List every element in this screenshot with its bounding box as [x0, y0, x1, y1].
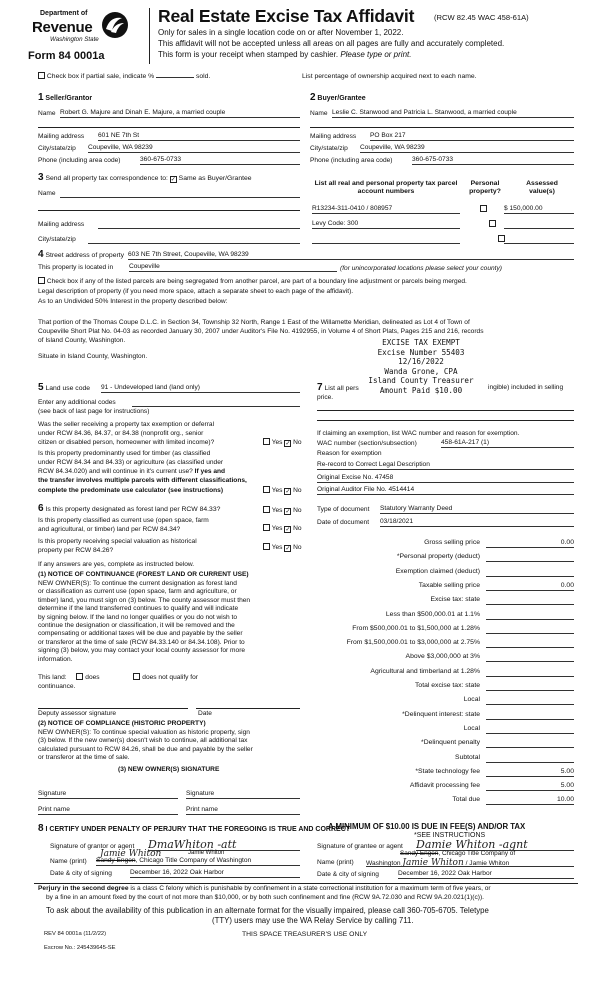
grantor-signature: DmaWhiton -att	[148, 838, 237, 851]
parcel-header: List all real and personal property tax parcel account numbers	[314, 180, 458, 196]
tax-row	[300, 711, 574, 721]
owner-signature-label-1: Signature	[38, 790, 67, 797]
notice1-line: signing (3) below, you may contact your local county assessor for more	[38, 647, 246, 655]
yes-label: Yes	[271, 439, 283, 446]
land-use-label: Land use code	[45, 385, 91, 392]
q-historic-yes-checkbox[interactable]	[263, 543, 270, 550]
tax-row-label: Subtotal	[455, 753, 480, 761]
notice1-body	[38, 580, 250, 664]
sec5-heading	[38, 382, 90, 394]
sold-label: sold.	[195, 73, 211, 80]
tax-row-value[interactable]: 10.00	[486, 796, 574, 805]
sec6-heading	[38, 503, 220, 515]
notice1-line: timber) land, you must sign on (3) below. The county assessor must then	[38, 596, 251, 604]
legal-line1: That portion of the Thomas Coupe D.L.C. in Section 34, Township 32 North, Range 1 East of the Willamette Meridian, delineated as Lot 4 of Town of	[38, 319, 470, 326]
notice1-line: NEW OWNER(S): To continue the current designation as forest land	[38, 580, 237, 587]
q-timber-d: If yes and	[194, 468, 226, 475]
sec3-mail-label: Mailing address	[38, 221, 85, 228]
q-timber-yes-checkbox[interactable]	[263, 486, 270, 493]
tax-row	[300, 582, 574, 592]
q-exemption-c: citizen or disabled person, homeowner with limited income)?	[38, 439, 215, 446]
seller-phone-label: Phone (including area code)	[38, 157, 121, 164]
seller-phone-field[interactable]: 360-675-0733	[140, 156, 300, 165]
sec7-text-c: price.	[317, 394, 334, 401]
stamp-line5: Island County Treasurer	[356, 376, 486, 386]
parcel-number-1[interactable]: R13234-311-0410 / 808957	[312, 205, 460, 214]
q-timber-c: RCW 84.34.020) and will continue in it's current use?	[38, 468, 193, 475]
partial-sale-label: Check box if partial sale, indicate %	[46, 73, 155, 80]
tax-row-value[interactable]	[486, 711, 574, 720]
stamp-line6: Amount Paid $10.00	[379, 385, 463, 395]
sec5-num: 5	[38, 382, 44, 393]
header-line1: Only for sales in a single location code on or after November 1, 2022.	[158, 28, 404, 37]
tax-row-value[interactable]	[486, 639, 574, 648]
owner-signature-field-1[interactable]	[38, 798, 178, 799]
legal-line2: Coupeville Short Plat No. 04-03 as recorded January 30, 2007 under Auditor's File No. 4192955, in Volume 4 of Short Plats, Pages 215 and 216, records	[38, 328, 484, 335]
tax-row-label: Affidavit processing fee	[409, 782, 480, 790]
notice2-line: NEW OWNER(S): To continue special valuation as historic property, sign	[38, 729, 250, 736]
grantee-name-struck: Sandy Engen	[400, 850, 439, 857]
perjury-line1	[38, 885, 491, 893]
sec7-text-b: ingible) included in selling	[488, 384, 564, 391]
q-current-use-a: Is this property classified as current use (open space, farm	[38, 517, 209, 524]
tax-row	[300, 596, 574, 606]
buyer-name-label: Name	[310, 110, 328, 117]
original-excise-field[interactable]: Original Excise No. 47458	[317, 474, 574, 483]
sec4-num: 4	[38, 249, 44, 260]
tax-row-label: Taxable selling price	[418, 581, 480, 589]
this-land-label: This land:	[38, 674, 67, 681]
notice1-line: or classification as current use (open space, farm and agriculture, or	[38, 588, 237, 596]
seller-city-label: City/state/zip	[38, 145, 76, 152]
sec8-num: 8	[38, 823, 44, 834]
header-line2: This affidavit will not be accepted unless all areas on all pages are fully and accurately completed.	[158, 39, 505, 48]
accessibility-line1: To ask about the availability of this publication in an alternate format for the visually impaired, please call 360-705-6705. Teletype	[46, 906, 489, 915]
grantor-initials: Jamie Whiton	[100, 849, 162, 859]
sec3-name-field[interactable]	[60, 189, 300, 198]
q-current-use-answer	[263, 524, 302, 533]
assessed-value-3[interactable]	[504, 235, 574, 244]
tax-row-value[interactable]	[486, 653, 574, 662]
situate-line: Situate in Island County, Washington.	[38, 353, 148, 360]
street-label: Street address of property	[45, 252, 125, 259]
tax-row	[300, 739, 574, 749]
q-timber-no-checkbox[interactable]: ✓	[285, 489, 291, 495]
yes-label: Yes	[271, 525, 283, 532]
q-timber-b: under RCW 84.34 and 84.33) or agriculture (as classified under	[38, 459, 224, 466]
tax-row-value[interactable]	[486, 611, 574, 620]
exemption-claim-label: If claiming an exemption, list WAC number and reason for exemption.	[317, 430, 520, 437]
grantor-name-struck: Sandy Engen	[96, 857, 136, 864]
yes-label: Yes	[271, 544, 283, 551]
see-instructions: *SEE INSTRUCTIONS	[414, 832, 486, 839]
tax-row-value[interactable]	[486, 739, 574, 748]
sec3-name-label: Name	[38, 190, 56, 197]
tax-row	[300, 682, 574, 692]
seller-mail-label: Mailing address	[38, 133, 85, 140]
buyer-heading	[310, 92, 366, 104]
doc-date-label: Date of document	[317, 519, 370, 526]
q-forest-answer	[263, 506, 302, 515]
grantor-name-above: Jamie Whiton	[188, 850, 225, 856]
department-of: Department of	[40, 10, 88, 17]
tax-row	[300, 668, 574, 678]
grantee-date-field[interactable]: December 16, 2022 Oak Harbor	[398, 870, 574, 879]
no-label: No	[293, 525, 302, 532]
does-not-checkbox[interactable]	[133, 673, 140, 680]
grantee-sig-label: Signature of grantee or agent	[317, 843, 403, 850]
minimum-due: A MINIMUM OF $10.00 IS DUE IN FEE(S) AND/OR TAX	[328, 822, 526, 831]
q-forest-yes-checkbox[interactable]	[263, 506, 270, 513]
partial-sale-row	[38, 71, 210, 81]
wac-field[interactable]: 458-61A-217 (1)	[441, 439, 574, 448]
sec7-heading	[317, 382, 359, 394]
seller-title: Seller/Grantor	[45, 95, 93, 102]
same-as-buyer-checkbox[interactable]: ✓	[170, 177, 176, 183]
tax-row-value[interactable]	[486, 754, 574, 763]
buyer-phone-field[interactable]: 360-675-0733	[412, 156, 574, 165]
stamp-line4: Wanda Grone, CPA	[384, 366, 458, 376]
grantor-name-label: Name (print)	[50, 858, 87, 865]
reason-label: Reason for exemption	[317, 450, 382, 457]
no-label: No	[293, 439, 302, 446]
seller-city-field[interactable]: Coupeville, WA 98239	[88, 144, 300, 153]
sec3-city-field[interactable]	[88, 235, 300, 244]
tax-row-label: Local	[463, 724, 480, 732]
deputy-date-line[interactable]	[196, 708, 300, 709]
q-forest-no-checkbox[interactable]: ✓	[285, 509, 291, 515]
dor-logo	[22, 8, 140, 56]
treasurer-space: THIS SPACE TREASURER'S USE ONLY	[242, 931, 368, 938]
q-exemption-a: Was the seller receiving a property tax exemption or deferral	[38, 421, 215, 428]
header-line3b: Please type or print.	[340, 50, 412, 59]
no-label: No	[293, 544, 302, 551]
street-address-field[interactable]: 603 NE 7th Street, Coupeville, WA 98239	[128, 251, 574, 260]
does-not-label: does not qualify for	[142, 674, 198, 681]
perjury-rest: is a class C felony which is punishable by confinement in a state correctional institution for a maximum term of five years, or	[128, 885, 491, 892]
tax-row-value[interactable]	[486, 668, 574, 677]
land-use-field[interactable]: 91 - Undeveloped land (land only)	[101, 384, 300, 393]
grantee-name-b: Washington	[366, 860, 401, 867]
sec3-heading	[38, 172, 252, 184]
tax-row-label: Gross selling price	[424, 539, 480, 546]
deputy-signature-line[interactable]	[38, 708, 188, 709]
notice2-line: or transferor at the time of sale.	[38, 754, 130, 762]
notice3-title: (3) NEW OWNER(S) SIGNATURE	[118, 766, 220, 773]
footer-rule	[34, 883, 578, 884]
sec3-name-line2	[38, 210, 300, 211]
buyer-city-label: City/state/zip	[310, 145, 348, 152]
yes-label: Yes	[271, 507, 283, 514]
buyer-phone-label: Phone (including area code)	[310, 157, 393, 164]
personal-checkbox-2[interactable]	[489, 220, 496, 227]
q-timber-c-row	[38, 468, 225, 476]
additional-codes-label: Enter any additional codes	[38, 399, 116, 406]
state-name: Washington State	[50, 36, 99, 43]
tax-row	[300, 768, 574, 778]
sec7-line1	[317, 410, 574, 411]
sec4-heading	[38, 249, 124, 261]
tax-row-value[interactable]	[486, 553, 574, 562]
owner-signature-field-2[interactable]	[186, 798, 300, 799]
ownership-note: List percentage of ownership acquired next to each name.	[302, 73, 477, 80]
assessed-header: Assessed value(s)	[526, 180, 558, 196]
seller-name-label: Name	[38, 110, 56, 117]
does-checkbox[interactable]	[76, 673, 83, 680]
wac-label: WAC number (section/subsection)	[317, 440, 417, 447]
seller-heading	[38, 92, 92, 104]
doc-type-label: Type of document	[317, 506, 370, 513]
seller-name-line2	[38, 127, 300, 128]
swirl-logo-icon	[100, 10, 130, 40]
tax-row	[300, 553, 574, 563]
revision-label: REV 84 0001a (11/2/22)	[44, 931, 107, 937]
owner-print-field-1[interactable]	[38, 814, 178, 815]
notice1-line: compensating or additional taxes will be due and payable by the seller	[38, 630, 243, 638]
tax-row-label: Agricultural and timberland at 1.28%	[370, 667, 480, 675]
notice2-title: (2) NOTICE OF COMPLIANCE (HISTORIC PROPERTY)	[38, 720, 206, 727]
tax-row	[300, 796, 574, 806]
buyer-name-line2	[310, 127, 574, 128]
buyer-name-field[interactable]: Leslie C. Stanwood and Patricia L. Stanwood, a married couple	[332, 109, 574, 118]
no-label: No	[293, 487, 302, 494]
header-line3: This form is your receipt when stamped by cashier.	[158, 50, 339, 59]
grantee-name-c: / Jamie Whiton	[465, 860, 510, 867]
perjury-line2: by a fine in an amount fixed by the court of not more than $10,000, or by both such confinement and fine (RCW 9A.72.030 and RCW 9A.20.021(1)(c)).	[46, 894, 484, 901]
tax-row-label: Total due	[452, 796, 480, 804]
header-divider	[149, 8, 150, 64]
buyer-mail-field[interactable]: PO Box 217	[370, 132, 574, 141]
original-auditor-field[interactable]: Original Auditor File No. 4514414	[317, 486, 574, 495]
no-label: No	[293, 507, 302, 514]
tax-row-value[interactable]	[486, 682, 574, 691]
notice1-line: determine if the land transferred continues to qualify and will indicate	[38, 605, 239, 613]
tax-row	[300, 725, 574, 735]
tax-row-label: From $500,000.01 to $1,500,000 at 1.28%	[352, 624, 480, 632]
legal-line3: of Island County, Washington.	[38, 337, 126, 344]
tax-row	[300, 625, 574, 635]
tax-row-value[interactable]	[486, 725, 574, 734]
q-current-use-b: and agricultural, or timber) land per RCW 84.34?	[38, 526, 181, 533]
q-current-use-yes-checkbox[interactable]	[263, 524, 270, 531]
tax-row-label: *Personal property (deduct)	[396, 553, 480, 561]
form-title: Real Estate Excise Tax Affidavit	[158, 6, 415, 26]
same-as-buyer-label: Same as Buyer/Grantee	[178, 175, 252, 182]
tax-row-label: *Delinquent penalty	[421, 739, 480, 747]
tax-row-value[interactable]	[486, 625, 574, 634]
personal-header: Personal property?	[469, 180, 501, 196]
sec3-num: 3	[38, 172, 44, 183]
q-exemption-yes-checkbox[interactable]	[263, 438, 270, 445]
partial-sale-checkbox[interactable]	[38, 72, 45, 79]
q-historic-answer	[263, 543, 302, 552]
sec6-num: 6	[38, 503, 44, 514]
located-field[interactable]: Coupeville	[129, 263, 337, 272]
q-forest: Is this property designated as forest land per RCW 84.33?	[45, 506, 221, 513]
grantee-date-label: Date & city of signing	[317, 871, 379, 878]
sec3-text: Send all property tax correspondence to:	[45, 175, 168, 182]
owner-signature-label-2: Signature	[186, 790, 215, 797]
located-note: (for unincorporated locations please select your county)	[340, 265, 503, 272]
tax-row	[300, 782, 574, 792]
tax-row-label: Exemption claimed (deduct)	[395, 567, 480, 575]
q-historic-b: property per RCW 84.26?	[38, 547, 114, 554]
partial-percent-field[interactable]	[156, 71, 194, 78]
grantor-name-rest: , Chicago Title Company of Washington	[135, 857, 252, 864]
tax-row-label: Local	[463, 696, 480, 704]
sec7-num: 7	[317, 382, 323, 393]
segregated-row	[38, 277, 467, 286]
segregated-text: Check box if any of the listed parcels are being segregated from another parcel, are part of a boundary line adjustment or parcels being merged.	[46, 278, 467, 285]
tax-row-label: *Delinquent interest: state	[402, 710, 480, 718]
tax-row-value[interactable]	[486, 696, 574, 705]
header-line3-wrap	[158, 50, 411, 60]
seller-name-field[interactable]: Robert G. Majure and Dinah E. Majure, a married couple	[60, 109, 300, 118]
grantor-name-field[interactable]	[96, 857, 300, 866]
sec8-heading	[38, 823, 350, 835]
additional-codes-field[interactable]	[132, 398, 300, 407]
deputy-label: Deputy assessor signature	[38, 710, 117, 717]
continuance-label: continuance.	[38, 683, 76, 690]
levy-code[interactable]: Levy Code: 300	[312, 220, 460, 229]
treasurer-stamp	[356, 338, 486, 396]
grantor-date-label: Date & city of signing	[50, 870, 112, 877]
yes-label: Yes	[271, 487, 283, 494]
grantee-signature: Damie Whiton -agnt	[416, 838, 528, 851]
doc-type-field[interactable]: Statutory Warranty Deed	[380, 505, 574, 514]
parcel-number-3[interactable]	[312, 235, 460, 244]
assessed-value-2[interactable]	[504, 220, 574, 229]
tax-row-label: Excise tax: state	[430, 596, 480, 604]
buyer-city-field[interactable]: Coupeville, WA 98239	[360, 144, 574, 153]
segregated-checkbox[interactable]	[38, 277, 45, 284]
sec3-mail-field[interactable]	[98, 220, 300, 229]
form-number: Form 84 0001a	[28, 50, 105, 62]
see-back-label: (see back of last page for instructions)	[38, 408, 150, 415]
q-exemption-b: under RCW 84.36, 84.37, or 84.38 (nonprofit org., senior	[38, 430, 204, 437]
notice1-title: (1) NOTICE OF CONTINUANCE (FOREST LAND OR CURRENT USE)	[38, 571, 249, 578]
q-historic-a: Is this property receiving special valuation as historical	[38, 538, 197, 545]
tax-row	[300, 539, 574, 549]
sec7-line2	[317, 420, 574, 421]
deputy-date-label: Date	[198, 710, 212, 717]
grantee-name-label: Name (print)	[317, 859, 354, 866]
certify-text: I CERTIFY UNDER PENALTY OF PERJURY THAT THE FOREGOING IS TRUE AND CORRECT	[45, 826, 351, 833]
stamp-line2: Excise Number 55403	[377, 347, 465, 357]
seller-mail-field[interactable]: 601 NE 7th St	[98, 132, 300, 141]
q-current-use-no-checkbox[interactable]: ✓	[285, 527, 291, 533]
tax-row-label: Total excise tax: state	[415, 682, 480, 689]
notice1-line: or transferor at the time of sale (RCW 84.33.140 or 84.34.108). Prior to	[38, 638, 245, 646]
tax-row	[300, 696, 574, 706]
tax-row-label: Above $3,000,000 at 3%	[405, 653, 480, 661]
owner-print-field-2[interactable]	[186, 814, 300, 815]
if-yes-text: If any answers are yes, complete as instructed below.	[38, 561, 195, 568]
q-exemption-answer	[263, 438, 302, 447]
grantor-date-field[interactable]: December 16, 2022 Oak Harbor	[130, 869, 300, 878]
qualify-row	[38, 673, 198, 682]
tax-row	[300, 754, 574, 764]
tax-row-value[interactable]	[486, 596, 574, 605]
legal-label: Legal description of property (if you need more space, attach a separate sheet to each page of the affidavit).	[38, 288, 354, 295]
tax-row-label: Less than $500,000.01 at 1.1%	[385, 610, 480, 618]
notice1-line: by signing below. If the land no longer qualifies or you do not wish to	[38, 613, 238, 621]
undivided-interest: As to an Undivided 50% Interest in the property described below:	[38, 298, 228, 305]
tax-row-value[interactable]: 0.00	[486, 582, 574, 591]
tax-row	[300, 611, 574, 621]
grantee-name-a: , Chicago Title Company of	[438, 850, 516, 857]
personal-checkbox-1[interactable]	[480, 205, 487, 212]
q-timber-f: complete the predominate use calculator (see instructions)	[38, 487, 224, 494]
sec1-num: 1	[38, 92, 44, 103]
grantee-name-line1	[400, 850, 515, 858]
sec7-text-a: List all pers	[324, 385, 359, 392]
q-timber-e: the transfer involves multiple parcels with different classifications,	[38, 477, 247, 484]
assessed-value-1[interactable]: $ 150,000.00	[504, 205, 574, 214]
tax-row-label: From $1,500,000.01 to $3,000,000 at 2.75%	[346, 639, 480, 647]
q-timber-answer	[263, 486, 302, 495]
q-historic-no-checkbox[interactable]: ✓	[285, 546, 291, 552]
agency-name: Revenue	[32, 19, 93, 36]
notice1-line: information.	[38, 655, 73, 663]
tax-row	[300, 568, 574, 578]
grantor-sig-label: Signature of grantor or agent	[50, 843, 135, 850]
tax-row-label: *State technology fee	[415, 767, 480, 775]
tax-row	[300, 639, 574, 649]
tax-row	[300, 653, 574, 663]
does-label: does	[85, 674, 100, 681]
reason-field[interactable]: Re-record to Correct Legal Description	[317, 461, 574, 470]
tax-row-value[interactable]: 5.00	[486, 782, 574, 791]
tax-row-value[interactable]: 5.00	[486, 768, 574, 777]
notice2-body	[38, 729, 253, 763]
stamp-line1: EXCISE TAX EXEMPT	[382, 338, 460, 347]
q-exemption-no-checkbox[interactable]: ✓	[285, 441, 291, 447]
sec2-num: 2	[310, 92, 316, 103]
tax-row-value[interactable]	[486, 568, 574, 577]
escrow-number: Escrow No.: 245439645-SE	[44, 945, 116, 951]
accessibility-line2: (TTY) users may use the WA Relay Service by calling 711.	[212, 916, 414, 925]
located-label: This property is located in	[38, 264, 114, 271]
buyer-title: Buyer/Grantee	[317, 95, 366, 102]
notice2-line: (3) below. If the new owner(s) doesn't wish to continue, all additional tax	[38, 737, 248, 745]
owner-print-label-1: Print name	[38, 806, 70, 813]
form-citation: (RCW 82.45 WAC 458-61A)	[434, 13, 529, 22]
doc-date-field[interactable]: 03/18/2021	[380, 518, 574, 527]
buyer-mail-label: Mailing address	[310, 133, 357, 140]
notice2-line: calculated pursuant to RCW 84.26, shall be due and payable by the seller	[38, 745, 253, 753]
q-timber-a: Is this property predominantly used for timber (as classified	[38, 450, 211, 457]
stamp-line3: 12/16/2022	[398, 357, 444, 367]
sec3-city-label: City/state/zip	[38, 236, 76, 243]
owner-print-label-2: Print name	[186, 806, 218, 813]
notice1-line: continue the designation or classification, it will be removed and the	[38, 622, 235, 630]
grantee-name-field[interactable]	[366, 858, 574, 867]
perjury-bold: Perjury in the second degree	[38, 885, 129, 892]
tax-row-value[interactable]: 0.00	[486, 539, 574, 548]
grantee-initials: Jamie Whiton	[402, 858, 464, 867]
